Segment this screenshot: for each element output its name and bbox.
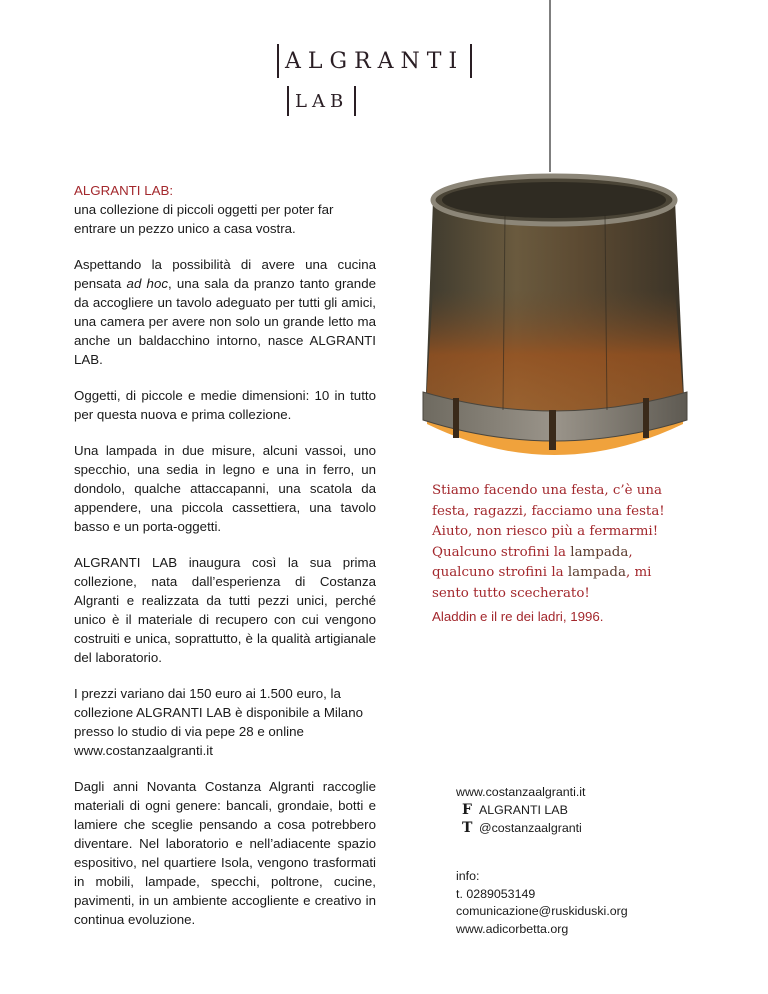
- logo-text-1: ALGRANTI: [285, 48, 465, 74]
- logo-line-2: [287, 86, 356, 116]
- logo-bracket-right-2: [354, 86, 356, 116]
- quote-highlight-2: lampada: [567, 565, 626, 580]
- facebook-row[interactable]: [456, 801, 585, 819]
- info-email[interactable]: comunicazione@ruskiduski.org: [456, 904, 628, 918]
- paragraph-6: Dagli anni Novanta Costanza Algranti raccoglie materiali di ogni genere: bancali, grondaie, botti e lamiere che sceglie pensando a cosa potrebbero diventare. Nel laboratorio e nell’adiacente spazio espositivo, nel quartiere Isola, vengono trasformati in mobili, lampade, specchi, poltrone, cucine, pavimenti, in un ambiente accogliente e creativo in continua evoluzione.: [74, 779, 376, 927]
- info-label: info:: [456, 869, 480, 883]
- lamp-image: [415, 0, 705, 470]
- paragraph-1-italic: ad hoc: [126, 276, 168, 291]
- twitter-row[interactable]: [456, 819, 585, 837]
- paragraph-1-end: , una sala da pranzo tanto grande da accogliere un tavolo adeguato per tutti gli amici, una camera per avere non solo un grande letto ma anche un baldacchino intorno, nasce ALGRANTI LAB.: [74, 276, 376, 367]
- quote-citation: Aladdin e il re dei ladri, 1996.: [432, 609, 604, 624]
- info-block: [456, 868, 628, 938]
- facebook-label: ALGRANTI LAB: [479, 803, 568, 817]
- quote-part-1: Stiamo facendo una festa, c’è una festa, ragazzi, facciamo una festa! Aiuto, non riesco più a fermarmi! Qualcuno strofini la: [432, 483, 665, 560]
- paragraph-1-start: Aspettando la possibilità di avere una cucina pensata: [74, 257, 376, 291]
- paragraph-3: Una lampada in due misure, alcuni vassoi, uno specchio, una sedia in legno e una in ferro, un dondolo, qualche attaccapanni, una scatola da appendere, una piccola cassettiera, una tavolo basso e un porta-oggetti.: [74, 443, 376, 534]
- contact-block: [456, 783, 585, 837]
- paragraph-5: I prezzi variano dai 150 euro ai 1.500 euro, la collezione ALGRANTI LAB è disponibile a Milano presso lo studio di via pepe 28 e online www.costanzaalgranti.it: [74, 686, 363, 758]
- quote: [432, 481, 672, 604]
- quote-part-3: , mi sento tutto scecherato!: [432, 565, 652, 601]
- intro-text: una collezione di piccoli oggetti per poter far entrare un pezzo unico a casa vostra.: [74, 202, 334, 236]
- website-link[interactable]: www.costanzaalgranti.it: [456, 785, 586, 799]
- facebook-icon: F: [462, 802, 472, 818]
- quote-part-2: , qualcuno strofini la: [432, 544, 633, 580]
- intro-brand: ALGRANTI LAB: [74, 183, 170, 198]
- info-site[interactable]: www.adicorbetta.org: [456, 921, 569, 936]
- lamp-illustration: [415, 0, 705, 470]
- quote-highlight-1: lampada: [570, 544, 629, 560]
- twitter-label: @costanzaalgranti: [479, 821, 582, 835]
- intro-colon: :: [169, 183, 174, 198]
- paragraph-1: [74, 255, 376, 369]
- twitter-icon: T: [462, 820, 473, 836]
- paragraph-2: Oggetti, di piccole e medie dimensioni: 10 in tutto per questa nuova e prima collezione.: [74, 388, 376, 422]
- intro-paragraph: [74, 181, 376, 238]
- left-column: [74, 181, 376, 946]
- info-phone[interactable]: t. 0289053149: [456, 886, 536, 901]
- paragraph-4: ALGRANTI LAB inaugura così la sua prima collezione, nata dall’esperienza di Costanza Algranti e realizzata da tutti pezzi unici, perché unico è il materiale di recupero con cui vengono costruiti e unica, soprattutto, è la qualità artigianale del laboratorio.: [74, 555, 376, 665]
- logo-text-2: LAB: [295, 90, 349, 112]
